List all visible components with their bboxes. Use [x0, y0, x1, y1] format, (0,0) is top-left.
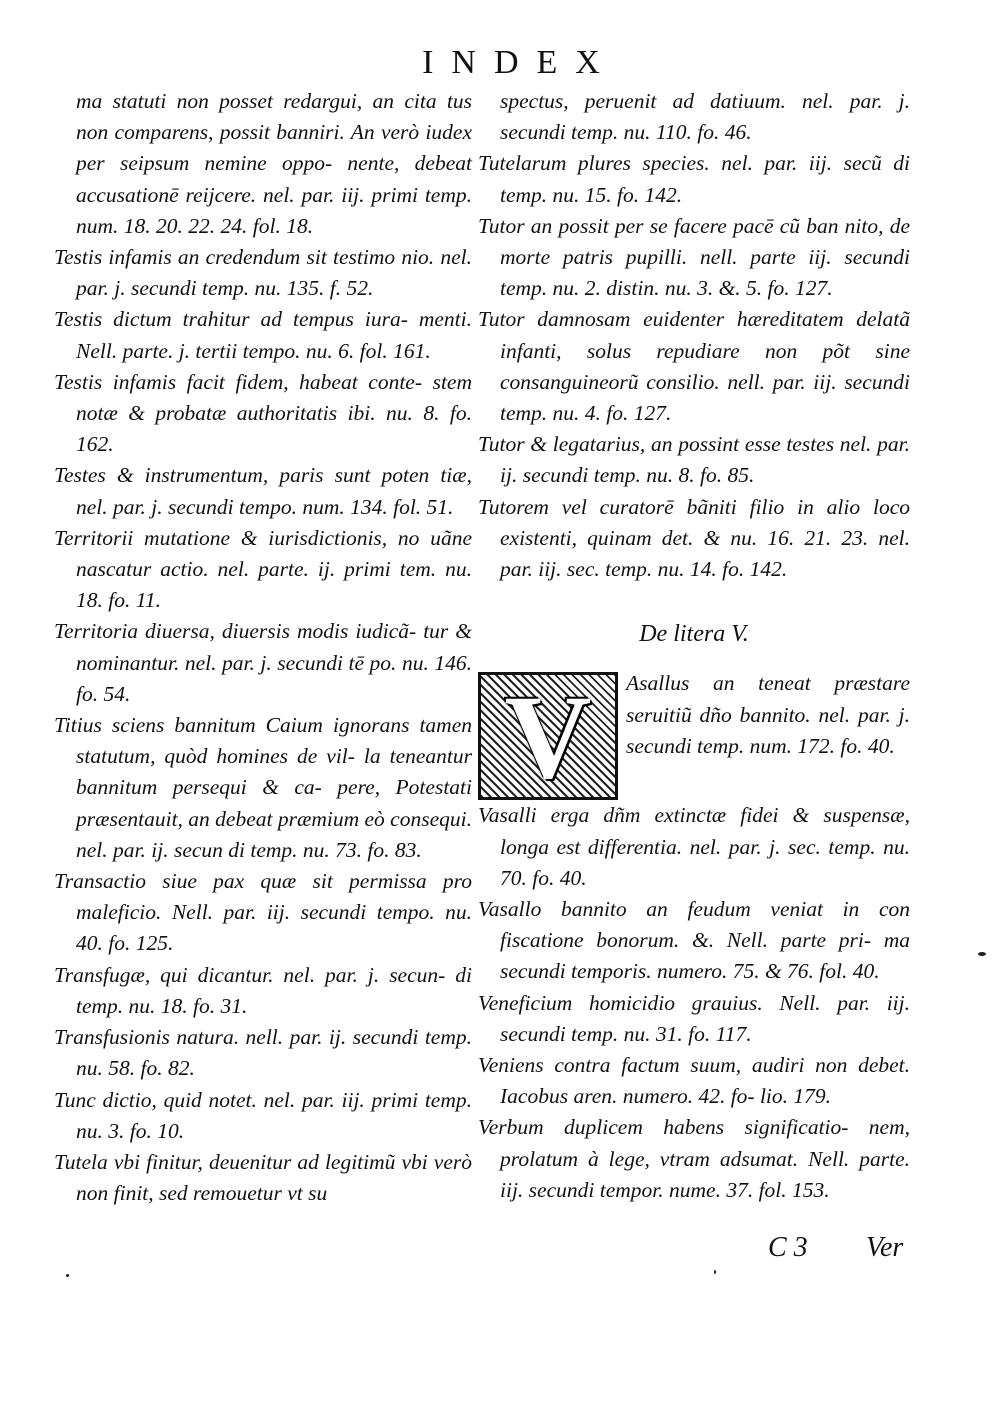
- index-entry: spectus, peruenit ad datiuum. nel. par. j. secundi temp. nu. 110. fo. 46.: [500, 89, 910, 145]
- catchword: Ver: [866, 1232, 904, 1263]
- signature-mark: C 3: [768, 1232, 808, 1263]
- left-column: [54, 86, 472, 1209]
- index-entry: Tunc dictio, quid notet. nel. par. iij. primi temp. nu. 3. fo. 10.: [54, 1087, 472, 1143]
- index-entry: Territoria diuersa, diuersis modis iudicã- tur & nominantur. nel. par. j. secundi tē po. nu. 146. fo. 54.: [54, 619, 472, 706]
- index-entry: Veniens contra factum suum, audiri non debet. Iacobus aren. numero. 42. fo- lio. 179.: [478, 1053, 910, 1109]
- index-entry: Transactio siue pax quæ sit permissa pro maleficio. Nell. par. iij. secundi tempo. nu. 40. fo. 125.: [54, 869, 472, 956]
- initial-entry: [478, 668, 910, 803]
- index-entry: Titius sciens bannitum Caium ignorans tamen statutum, quòd homines de vil- la teneantur bannitum persequi & ca- pere, Potestati præsentauit, an debeat præmium eò consequi. nel. par. ij. secun di temp. nu. 73. fo. 83.: [54, 713, 472, 862]
- index-entry: Verbum duplicem habens significatio- nem, prolatum à lege, vtram adsumat. Nell. parte. iij. secundi tempor. nume. 37. fol. 153.: [478, 1115, 910, 1202]
- index-entry: Tutelarum plures species. nel. par. iij. secũ di temp. nu. 15. fo. 142.: [478, 151, 910, 207]
- index-entry: Veneficium homicidio grauius. Nell. par. iij. secundi temp. nu. 31. fo. 117.: [478, 990, 910, 1046]
- decorated-initial: [478, 669, 618, 803]
- index-entry: Tutor damnosam euidenter hæreditatem delatã infanti, solus repudiare non põt sine consanguineorũ consilio. nell. par. iij. secundi temp. nu. 4. fo. 127.: [478, 307, 910, 426]
- index-entry: Tutorem vel curatorē bãniti filio in alio loco existenti, quinam det. & nu. 16. 21. 23. nel. par. iij. sec. temp. nu. 14. fo. 142.: [478, 494, 910, 582]
- index-entry: Tutor an possit per se facere pacē cũ ban nito, de morte patris pupilli. nell. parte iij. secundi temp. nu. 2. distin. nu. 3. &. 5. fo. 127.: [478, 213, 910, 301]
- index-entry: Testis dictum trahitur ad tempus iura- menti. Nell. parte. j. tertii tempo. nu. 6. fol. 161.: [54, 307, 472, 363]
- index-entry: Tutor & legatarius, an possint esse testes nel. par. ij. secundi temp. nu. 8. fo. 85.: [478, 432, 910, 488]
- index-entry: Testes & instrumentum, paris sunt poten tiæ, nel. par. j. secundi tempo. num. 134. fol. 51.: [54, 463, 472, 519]
- index-entry: Vasallo bannito an feudum veniat in con fiscatione bonorum. &. Nell. parte pri- ma secundi temporis. numero. 75. & 76. fol. 40.: [478, 897, 910, 984]
- index-entry: Transfugæ, qui dicantur. nel. par. j. secun- di temp. nu. 18. fo. 31.: [54, 962, 472, 1018]
- index-entry: Asallus an teneat præstare seruitiũ dño bannito. nel. par. j. secundi temp. num. 172. fo. 40.: [626, 671, 910, 758]
- right-column: [478, 86, 910, 1206]
- page-title: INDEX: [422, 44, 618, 81]
- ink-speck: [978, 952, 986, 956]
- index-entry: ma statuti non posset redargui, an cita tus non comparens, possit banniri. An verò iudex per seipsum nemine oppo- nente, debeat accusationē reijcere. nel. par. iij. primi temp. num. 18. 20. 22. 24. fol. 18.: [76, 89, 472, 238]
- ink-speck: [714, 1270, 716, 1274]
- ink-speck: [66, 1274, 69, 1277]
- index-entry: Testis infamis an credendum sit testimo nio. nel. par. j. secundi temp. nu. 135. f. 52.: [54, 245, 472, 301]
- index-entry: Vasalli erga dñm extinctæ fidei & suspensæ, longa est differentia. nel. par. j. sec. temp. nu. 70. fo. 40.: [478, 803, 910, 890]
- initial-letter-icon: V: [504, 669, 592, 803]
- index-entry: Testis infamis facit fidem, habeat conte- stem notæ & probatæ authoritatis ibi. nu. 8. fo. 162.: [54, 369, 472, 457]
- section-heading: De litera V.: [639, 621, 749, 648]
- index-entry: Transfusionis natura. nell. par. ij. secundi temp. nu. 58. fo. 82.: [54, 1025, 472, 1081]
- index-entry: Tutela vbi finitur, deuenitur ad legitimũ vbi verò non finit, sed remouetur vt su: [54, 1149, 472, 1206]
- index-entry: Territorii mutatione & iurisdictionis, no uãne nascatur actio. nel. parte. ij. primi tem. nu. 18. fo. 11.: [54, 525, 472, 613]
